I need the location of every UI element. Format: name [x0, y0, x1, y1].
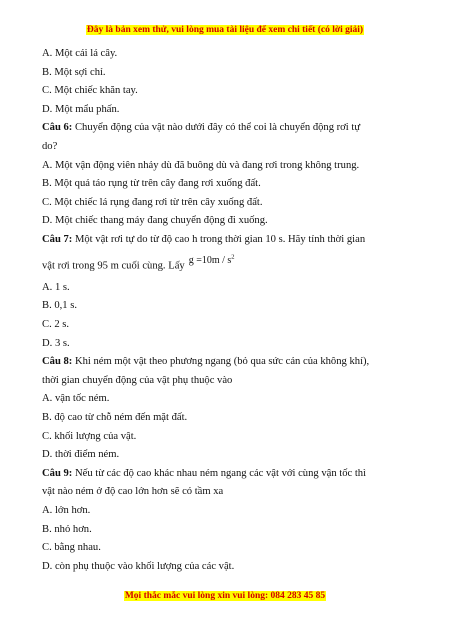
- preview-banner-text: Đây là bản xem thử, vui lòng mua tài liệu để xem chi tiết (có lời giải): [86, 25, 364, 35]
- q7-text1: Một vật rơi tự do từ độ cao h trong thời gian 10 s. Hãy tính thời gian: [72, 233, 366, 245]
- q8-option-c: C. khối lượng của vật.: [42, 430, 137, 442]
- contact-banner: [0, 591, 450, 601]
- contact-banner-text: Mọi thắc mắc vui lòng xin vui lòng: 084 283 45 85: [124, 591, 326, 601]
- q9-stem-line1: [42, 465, 412, 484]
- q6-option-c: C. Một chiếc lá rụng đang rơi từ trên cây xuống đất.: [42, 196, 263, 208]
- q9-option-b: B. nhỏ hơn.: [42, 523, 92, 535]
- q7-text2: vật rơi trong 95 m cuối cùng. Lấy: [42, 259, 185, 271]
- q7-option-b: B. 0,1 s.: [42, 300, 78, 312]
- q6-number: Câu 6:: [42, 122, 73, 134]
- q6-option-a: A. Một vận động viên nhảy dù đã buông dù và đang rơi trong không trung.: [42, 159, 360, 171]
- q5-option-a: A. Một cái lá cây.: [42, 48, 118, 59]
- q5-option-d: D. Một mẩu phấn.: [42, 103, 120, 115]
- q7-formula-exp: 2: [231, 253, 235, 261]
- q7-stem-line1: [42, 231, 412, 250]
- q9-option-c: C. bằng nhau.: [42, 542, 101, 554]
- q7-option-d: D. 3 s.: [42, 337, 70, 349]
- q7-option-c: C. 2 s.: [42, 319, 70, 331]
- q5-option-b: B. Một sợi chỉ.: [42, 66, 106, 78]
- q8-option-b: B. độ cao từ chỗ ném đến mặt đất.: [42, 412, 188, 424]
- q9-option-d: D. còn phụ thuộc vào khối lượng của các vật.: [42, 560, 235, 572]
- q8-number: Câu 8:: [42, 356, 73, 368]
- q6-option-d: D. Một chiếc thang máy đang chuyển động đi xuống.: [42, 215, 268, 227]
- q6-option-b: B. Một quả táo rụng từ trên cây đang rơi xuống đất.: [42, 178, 261, 190]
- q6-stem-line1: [42, 119, 412, 138]
- q7-option-a: A. 1 s.: [42, 281, 70, 293]
- q7-number: Câu 7:: [42, 233, 73, 245]
- q8-stem-line1: [42, 353, 412, 372]
- q9-text1: Nếu từ các độ cao khác nhau ném ngang các vật với cùng vận tốc thì: [72, 467, 367, 479]
- q8-stem-line2: thời gian chuyển động của vật phụ thuộc vào: [42, 374, 233, 386]
- q8-text1: Khi ném một vật theo phương ngang (bỏ qua sức cản của không khí),: [72, 356, 370, 368]
- q9-option-a: A. lớn hơn.: [42, 504, 91, 516]
- q7-formula: [189, 255, 235, 266]
- preview-banner: [0, 25, 450, 35]
- question-list: [42, 45, 412, 576]
- q7-formula-base: g =10m / s: [188, 254, 232, 266]
- q9-stem-line2: vật nào ném ở độ cao lớn hơn sẽ có tầm xa: [42, 486, 224, 498]
- q5-option-c: C. Một chiếc khăn tay.: [42, 85, 138, 97]
- q8-option-a: A. vận tốc ném.: [42, 393, 110, 405]
- q6-text1: Chuyển động của vật nào dưới đây có thể coi là chuyển động rơi tự: [72, 122, 361, 134]
- q7-stem-line2: [42, 250, 412, 279]
- q9-number: Câu 9:: [42, 467, 73, 479]
- q6-stem-line2: do?: [42, 140, 58, 152]
- q8-option-d: D. thời điểm ném.: [42, 449, 120, 461]
